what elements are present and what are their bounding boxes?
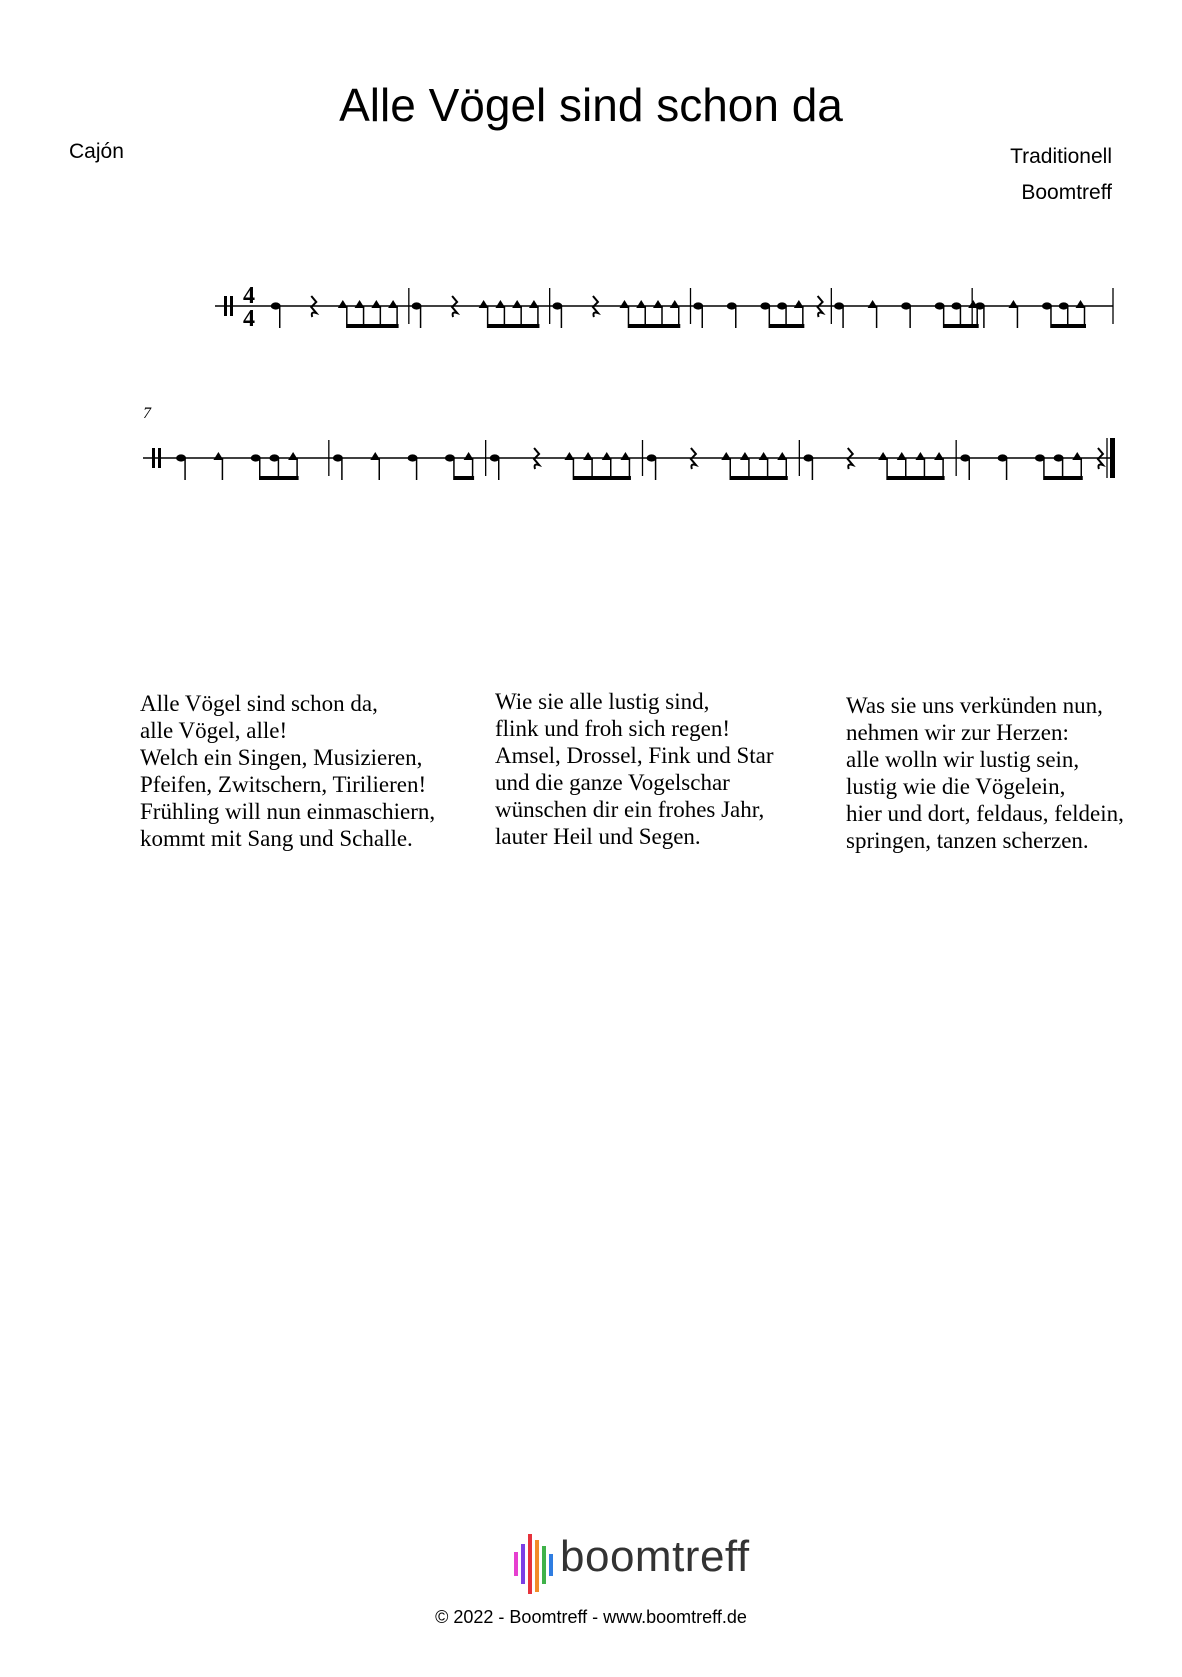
beam bbox=[1044, 476, 1083, 480]
staff-notes-2 bbox=[176, 438, 1115, 480]
page-title: Alle Vögel sind schon da bbox=[339, 79, 843, 131]
lyric-line: hier und dort, feldaus, feldein, bbox=[846, 801, 1124, 826]
beam bbox=[488, 324, 540, 328]
lyric-line: Pfeifen, Zwitschern, Tirilieren! bbox=[140, 772, 427, 797]
beam bbox=[944, 324, 979, 328]
staff-notes-1 bbox=[271, 288, 1113, 328]
lyric-line: Was sie uns verkünden nun, bbox=[846, 693, 1103, 718]
lyric-line: und die ganze Vogelschar bbox=[495, 770, 730, 795]
lyric-line: Alle Vögel sind schon da, bbox=[140, 691, 378, 716]
equalizer-logo-icon bbox=[512, 1530, 560, 1600]
staff-system-1 bbox=[215, 283, 1113, 332]
beam bbox=[260, 476, 299, 480]
beam bbox=[454, 476, 474, 480]
score bbox=[0, 0, 1182, 560]
lyric-line: wünschen dir ein frohes Jahr, bbox=[495, 797, 765, 822]
measure-number: 7 bbox=[143, 405, 151, 422]
copyright-notice: © 2022 - Boomtreff - www.boomtreff.de bbox=[435, 1607, 747, 1627]
beam bbox=[769, 324, 804, 328]
lyric-line: Frühling will nun einmaschiern, bbox=[140, 799, 436, 824]
lyrics-verse-3 bbox=[846, 692, 1124, 854]
percussion-clef-icon bbox=[152, 448, 155, 468]
time-signature-bottom: 4 bbox=[243, 306, 255, 332]
lyrics-verse-2 bbox=[495, 688, 774, 850]
lyric-line: lauter Heil und Segen. bbox=[495, 824, 701, 849]
beam bbox=[573, 476, 631, 480]
lyric-line: lustig wie die Vögelein, bbox=[846, 774, 1066, 799]
beam bbox=[887, 476, 945, 480]
logo-wordmark: boomtreff bbox=[560, 1532, 750, 1581]
lyric-line: nehmen wir zur Herzen: bbox=[846, 720, 1069, 745]
lyric-line: alle Vögel, alle! bbox=[140, 718, 288, 743]
instrument-label: Cajón bbox=[69, 140, 124, 163]
arranger-label: Boomtreff bbox=[1021, 181, 1112, 204]
lyric-line: flink und froh sich regen! bbox=[495, 716, 731, 741]
lyric-line: kommt mit Sang und Schalle. bbox=[140, 826, 413, 851]
lyric-line: Amsel, Drossel, Fink und Star bbox=[495, 743, 774, 768]
lyric-line: Welch ein Singen, Musizieren, bbox=[140, 745, 423, 770]
composer-label: Traditionell bbox=[1010, 145, 1112, 168]
time-signature-top: 4 bbox=[243, 283, 255, 309]
beam bbox=[347, 324, 399, 328]
beam bbox=[1051, 324, 1086, 328]
percussion-clef-icon bbox=[224, 296, 227, 316]
boomtreff-logo bbox=[512, 1530, 762, 1600]
lyric-line: springen, tanzen scherzen. bbox=[846, 828, 1089, 853]
staff-system-2 bbox=[143, 405, 1115, 480]
lyric-line: Wie sie alle lustig sind, bbox=[495, 689, 710, 714]
lyric-line: alle wolln wir lustig sein, bbox=[846, 747, 1080, 772]
beam bbox=[628, 324, 680, 328]
beam bbox=[730, 476, 788, 480]
lyrics-verse-1 bbox=[140, 690, 435, 852]
